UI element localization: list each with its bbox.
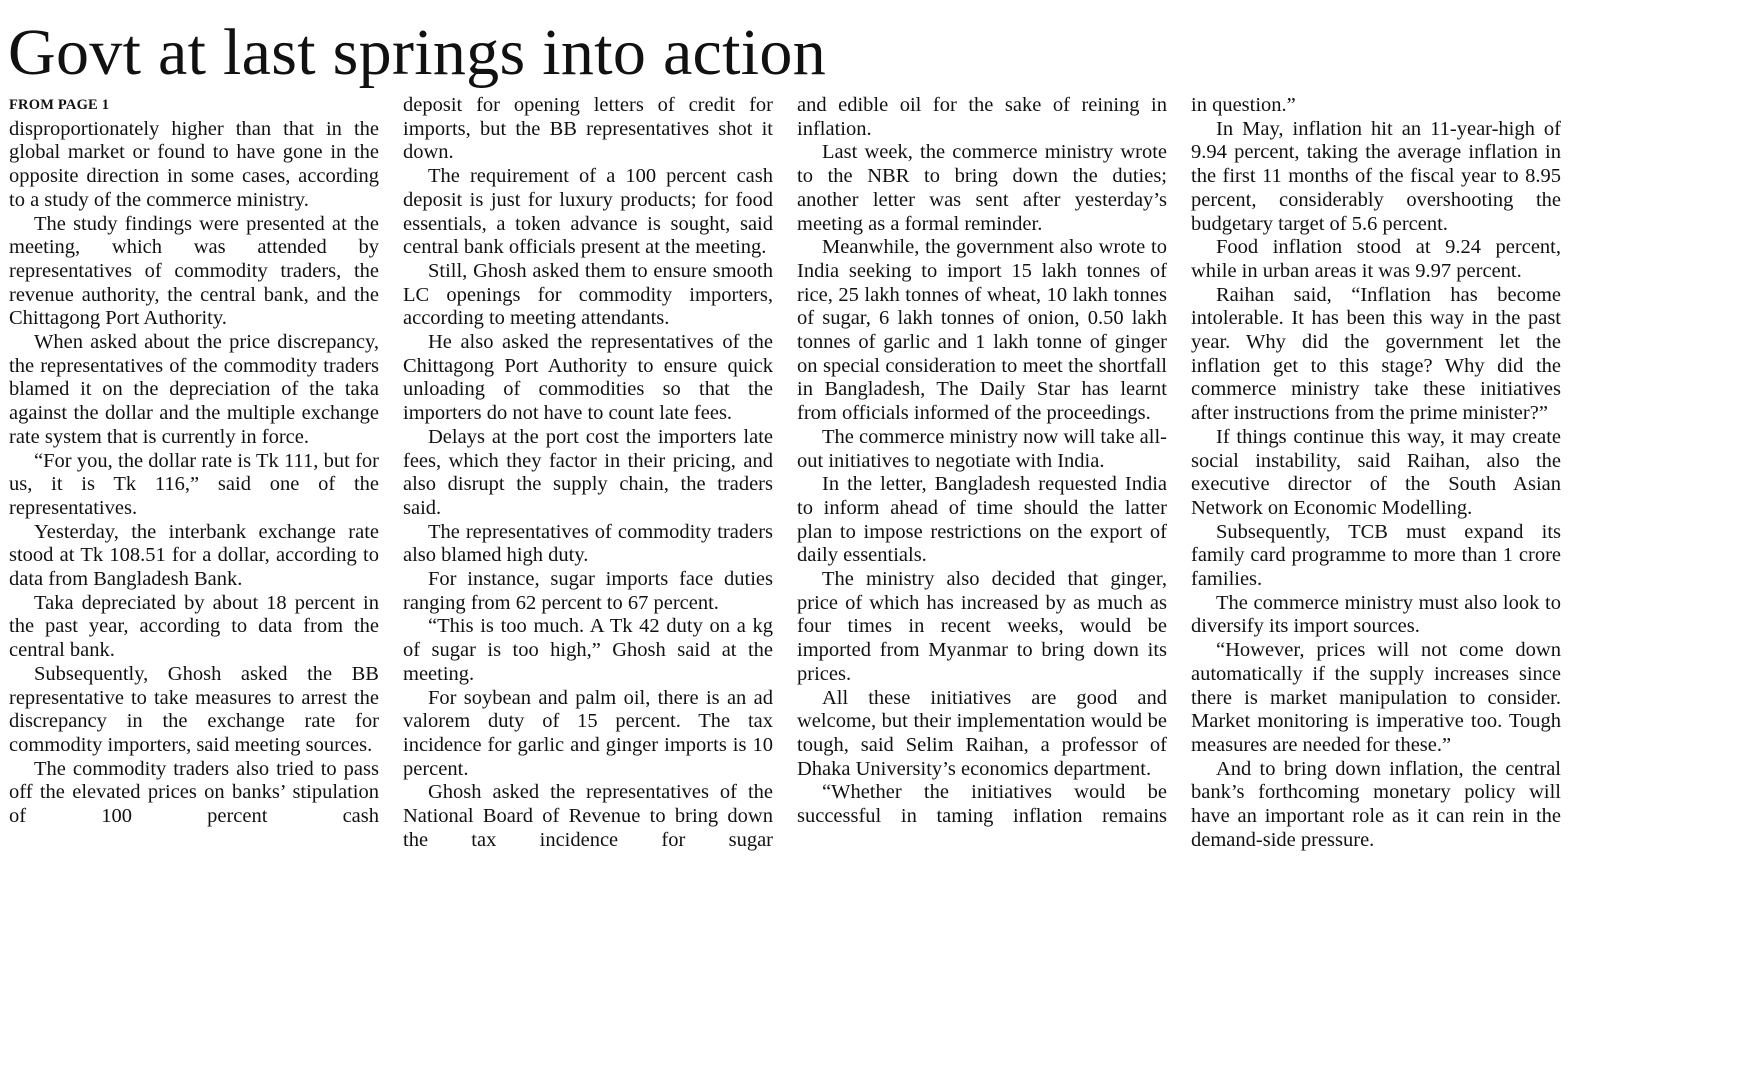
paragraph: Subsequently, TCB must expand its family card programme to more than 1 crore families.	[1191, 520, 1561, 591]
article-column-3	[797, 94, 1167, 829]
paragraph: Delays at the port cost the importers late fees, which they factor in their pricing, and also disrupt the supply chain, the traders said.	[403, 425, 773, 519]
paragraph: Last week, the commerce ministry wrote to the NBR to bring down the duties; another letter was sent after yesterday’s meeting as a formal reminder.	[797, 141, 1167, 235]
paragraph: The representatives of commodity traders also blamed high duty.	[403, 520, 773, 567]
paragraph: In the letter, Bangladesh requested India to inform ahead of time should the latter plan to impose restrictions on the export of daily essentials.	[797, 473, 1167, 567]
paragraph: If things continue this way, it may create social instability, said Raihan, also the executive director of the South Asian Network on Economic Modelling.	[1191, 425, 1561, 519]
paragraph: Yesterday, the interbank exchange rate stood at Tk 108.51 for a dollar, according to data from Bangladesh Bank.	[9, 520, 379, 591]
paragraph: The commodity traders also tried to pass off the elevated prices on banks’ stipulation of 100 percent cash	[9, 757, 379, 828]
paragraph: in question.”	[1191, 94, 1296, 116]
paragraph: All these initiatives are good and welcome, but their implementation would be tough, said Selim Raihan, a professor of Dhaka University’s economics department.	[797, 686, 1167, 780]
paragraph: “Whether the initiatives would be successful in taming inflation remains	[797, 781, 1167, 828]
article-column-4	[1191, 94, 1561, 853]
article-column-2	[403, 94, 773, 853]
paragraph: disproportionately higher than that in the global market or found to have gone in the opposite direction in some cases, according to a study of the commerce ministry.	[9, 117, 379, 211]
paragraph: The study findings were presented at the meeting, which was attended by representatives of commodity traders, the revenue authority, the central bank, and the Chittagong Port Authority.	[9, 212, 379, 330]
article-column-1	[9, 94, 379, 829]
paragraph: For soybean and palm oil, there is an ad valorem duty of 15 percent. The tax incidence for garlic and ginger imports is 10 percent.	[403, 686, 773, 780]
paragraph: Ghosh asked the representatives of the National Board of Revenue to bring down the tax incidence for sugar	[403, 781, 773, 851]
paragraph: Raihan said, “Inflation has become intolerable. It has been this way in the past year. Why did the government let the inflation get to this stage? Why did the commerce ministry take these initiatives after instructions from the prime minister?”	[1191, 283, 1561, 425]
continuation-kicker: FROM PAGE 1	[9, 97, 110, 113]
paragraph: Still, Ghosh asked them to ensure smooth LC openings for commodity importers, according to meeting attendants.	[403, 259, 773, 330]
paragraph: Food inflation stood at 9.24 percent, while in urban areas it was 9.97 percent.	[1191, 236, 1561, 282]
paragraph: When asked about the price discrepancy, the representatives of the commodity traders blamed it on the depreciation of the taka against the dollar and the multiple exchange rate system that is currently in force.	[9, 331, 379, 448]
paragraph: In May, inflation hit an 11-year-high of 9.94 percent, taking the average inflation in the first 11 months of the fiscal year to 8.95 percent, considerably overshooting the budgetary target of 5.6 percent.	[1191, 117, 1561, 235]
paragraph: Subsequently, Ghosh asked the BB representative to take measures to arrest the discrepancy in the exchange rate for commodity importers, said meeting sources.	[9, 662, 379, 756]
paragraph: “For you, the dollar rate is Tk 111, but for us, it is Tk 116,” said one of the representatives.	[9, 449, 379, 519]
paragraph: For instance, sugar imports face duties ranging from 62 percent to 67 percent.	[403, 568, 773, 614]
headline: Govt at last springs into action	[8, 16, 827, 89]
paragraph: The commerce ministry now will take all-out initiatives to negotiate with India.	[797, 425, 1167, 472]
paragraph: The commerce ministry must also look to diversify its import sources.	[1191, 591, 1561, 638]
paragraph: The requirement of a 100 percent cash deposit is just for luxury products; for food essentials, a token advance is sought, said central bank officials present at the meeting.	[403, 165, 773, 259]
paragraph: deposit for opening letters of credit for imports, but the BB representatives shot it down.	[403, 94, 773, 164]
paragraph: and edible oil for the sake of reining in inflation.	[797, 94, 1167, 140]
paragraph: He also asked the representatives of the Chittagong Port Authority to ensure quick unloading of commodities so that the importers do not have to count late fees.	[403, 331, 773, 425]
paragraph: Taka depreciated by about 18 percent in the past year, according to data from the central bank.	[9, 591, 379, 662]
paragraph: And to bring down inflation, the central bank’s forthcoming monetary policy will have an important role as it can rein in the demand-side pressure.	[1191, 757, 1561, 851]
paragraph: “However, prices will not come down automatically if the supply increases since there is market manipulation to consider. Market monitoring is imperative too. Tough measures are needed for these.”	[1191, 639, 1561, 756]
paragraph: The ministry also decided that ginger, price of which has increased by as much as four times in recent weeks, would be imported from Myanmar to bring down its prices.	[797, 568, 1167, 685]
paragraph: Meanwhile, the government also wrote to India seeking to import 15 lakh tonnes of rice, 25 lakh tonnes of wheat, 10 lakh tonnes of sugar, 6 lakh tonnes of onion, 0.50 lakh tonnes of garlic and 1 lakh tonne of ginger on special consideration to meet the shortfall in Bangladesh, The Daily Star has learnt from officials informed of the proceedings.	[797, 236, 1167, 425]
paragraph: “This is too much. A Tk 42 duty on a kg of sugar is too high,” Ghosh said at the meeting.	[403, 615, 773, 685]
